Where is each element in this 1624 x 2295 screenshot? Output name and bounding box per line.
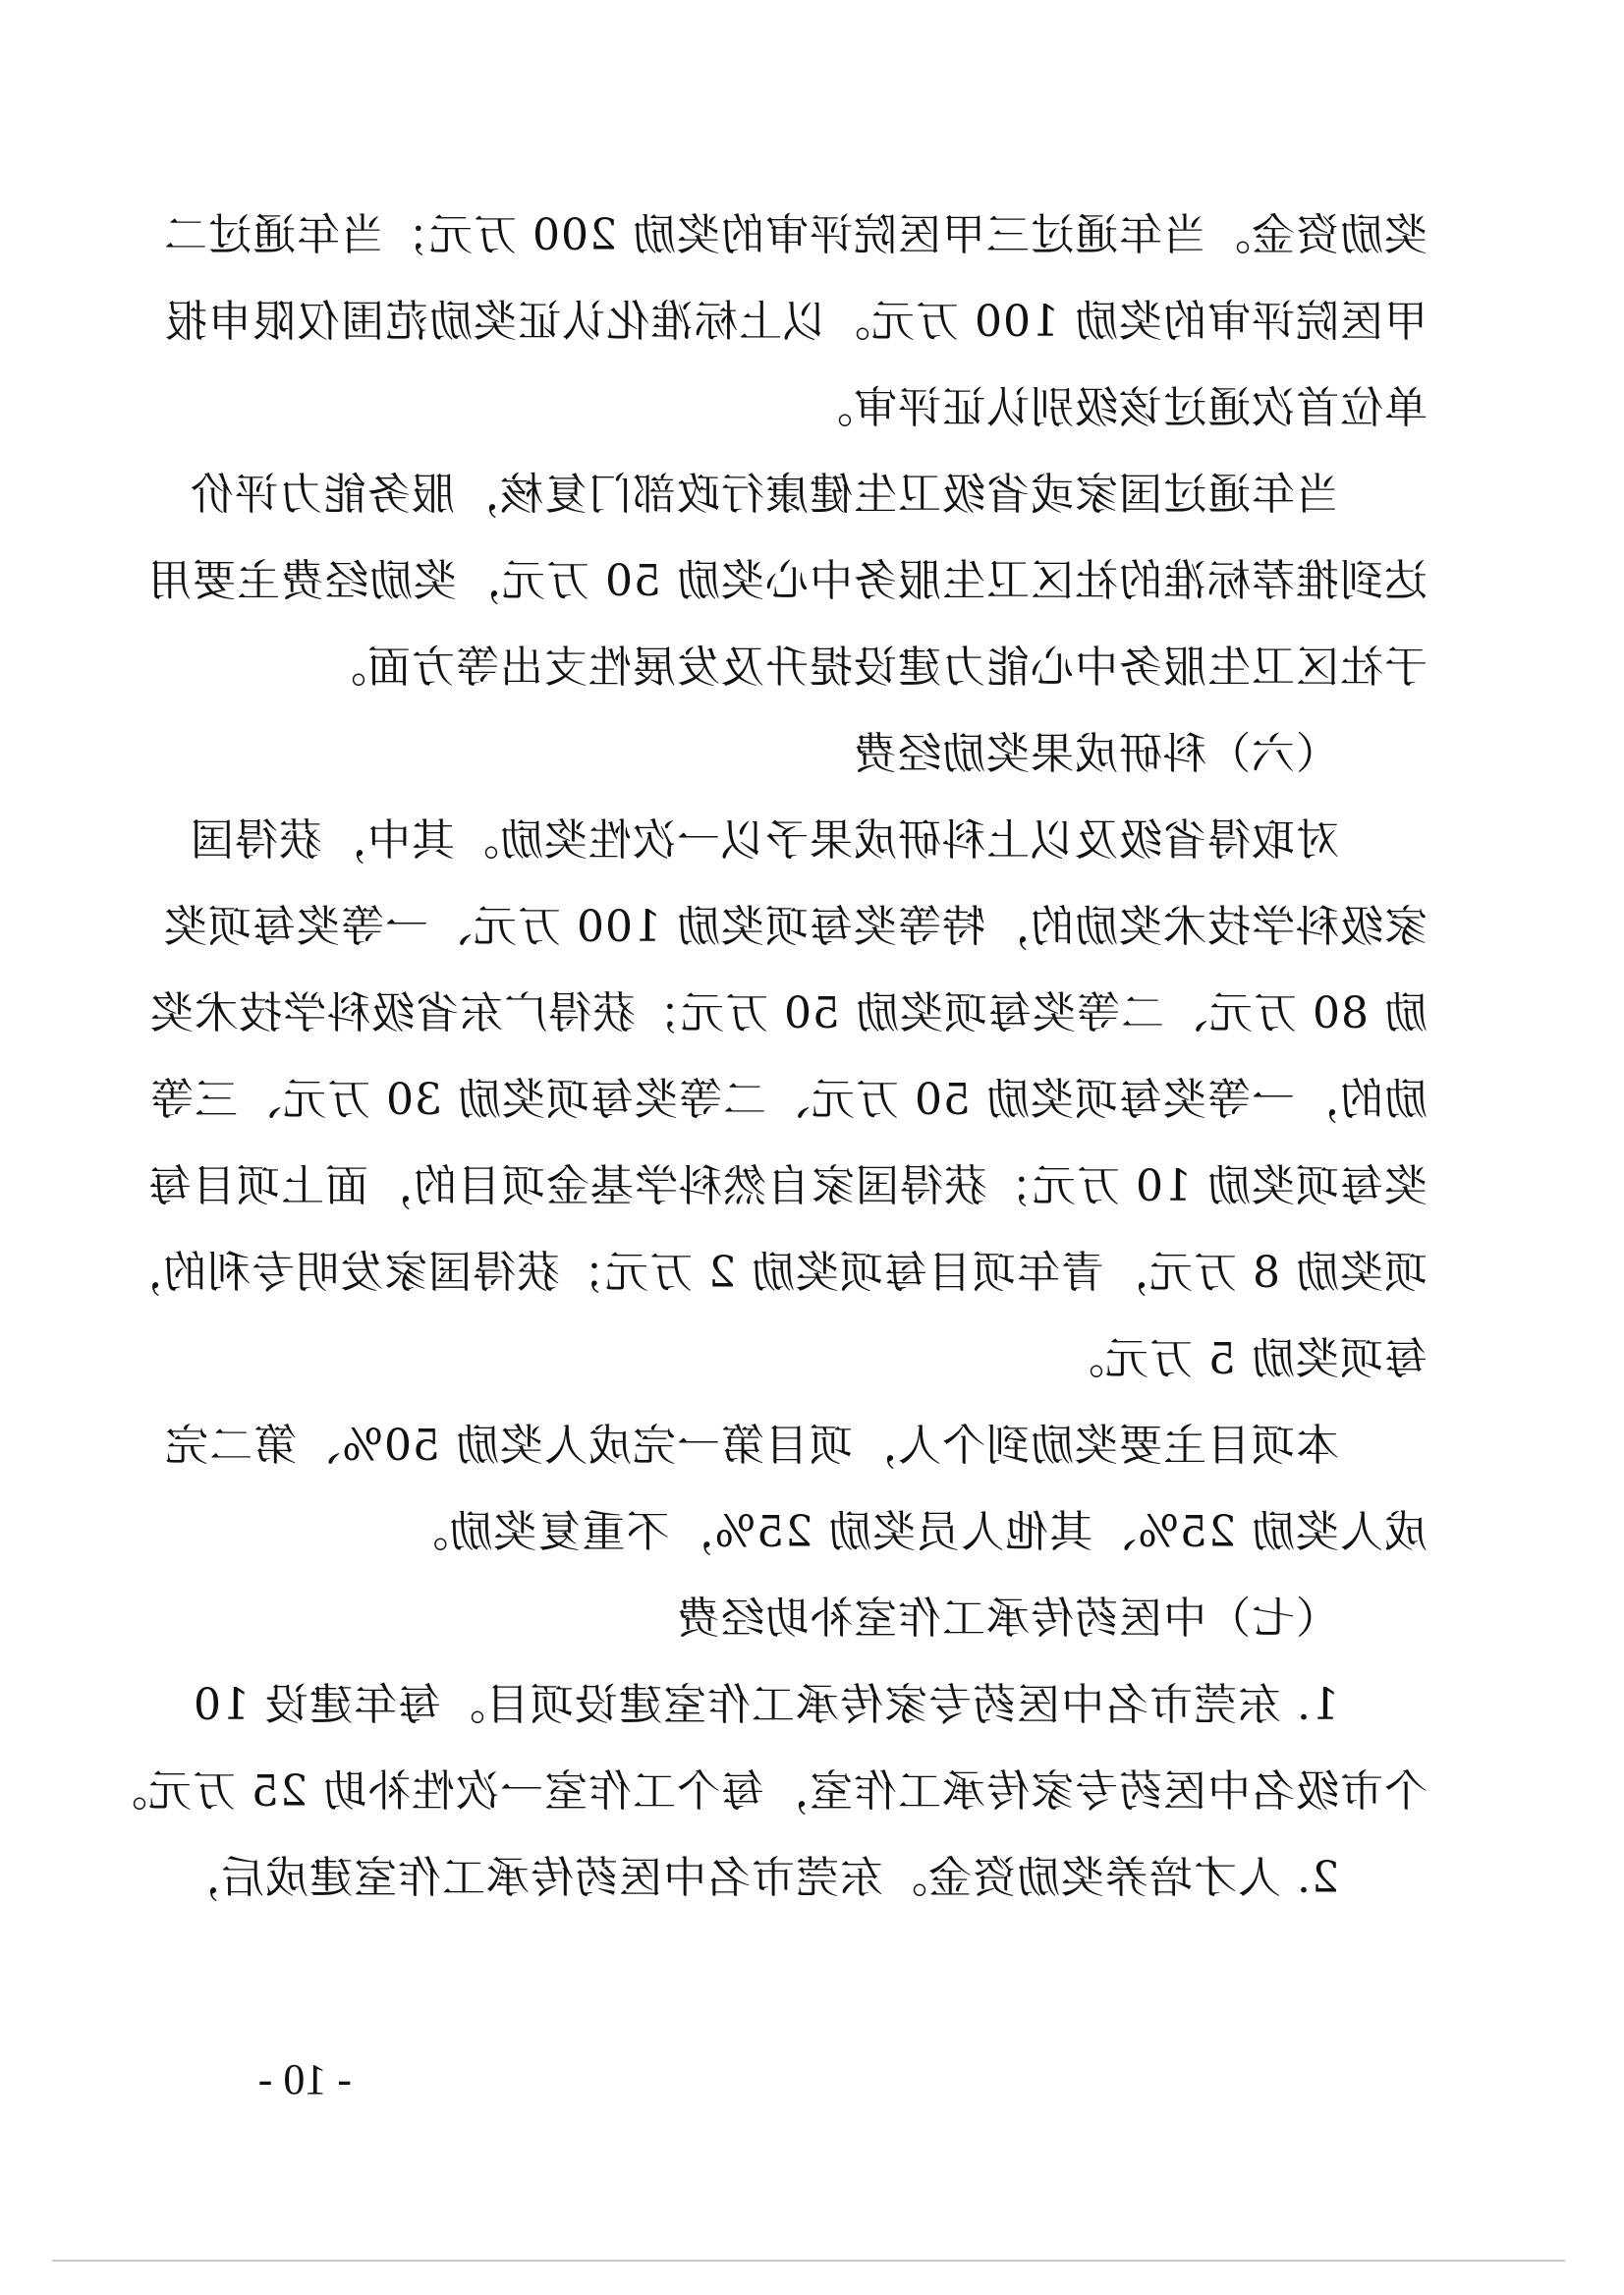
section-heading: （七）中医药传承工作室补助经费 <box>676 1594 1339 1644</box>
body-text-line: 每项奖励 5 万元。 <box>1060 1334 1428 1384</box>
paragraph-first-line: 对取得省级及以上科研成果予以一次性奖励。其中，获得国 <box>190 815 1339 866</box>
body-text-line: 个市级名中医药专家传承工作室，每个工作室一次性补助 25 万元。 <box>103 1766 1428 1817</box>
body-text-line: 励的，一等奖每项奖励 50 万元、二等奖每项奖励 30 万元、三等 <box>149 1075 1428 1125</box>
body-text-line: 于社区卫生服务中心能力建设提升及发展性支出等方面。 <box>322 643 1428 693</box>
paragraph-first-line: 当年通过国家或省级卫生健康行政部门复核，服务能力评价 <box>190 470 1339 520</box>
body-text-line: 励 80 万元、二等奖每项奖励 50 万元；获得广东省级科学技术奖 <box>149 988 1428 1038</box>
paragraph-first-line: 本项目主要奖励到个人，项目第一完成人奖励 50%、第二完 <box>164 1421 1339 1471</box>
body-text-line: 奖每项奖励 10 万元；获得国家自然科学基金项目的，面上项目每 <box>147 1161 1428 1211</box>
body-text-line: 项奖励 8 万元，青年项目每项奖励 2 万元；获得国家发明专利的， <box>118 1248 1428 1298</box>
body-text-line: 奖励资金。当年通过三甲医院评审的奖励 200 万元；当年通过二 <box>163 210 1428 260</box>
paragraph-first-line: 1. 东莞市名中医药专家传承工作室建设项目。每年建设 10 <box>193 1680 1339 1730</box>
paragraph-first-line: 2. 人才培养奖励资金。东莞市名中医药传承工作室建成后， <box>176 1853 1339 1903</box>
scan-edge-line <box>52 2260 1565 2262</box>
section-heading: （六）科研成果奖励经费 <box>853 729 1339 779</box>
page-number: - 10 - <box>257 2055 352 2103</box>
body-text-line: 家级科学技术奖励的，特等奖每项奖励 100 万元、一等奖每项奖 <box>163 902 1428 952</box>
body-text-line: 甲医院评审的奖励 100 万元。以上标准化认证奖励范围仅限申报 <box>163 297 1428 347</box>
body-text-line: 达到推荐标准的社区卫生服务中心奖励 50 万元，奖励经费主要用 <box>147 556 1428 606</box>
body-text-line: 成人奖励 25%、其他人员奖励 25%，不重复奖励。 <box>404 1507 1428 1557</box>
body-text-line: 单位首次通过该级别认证评审。 <box>809 383 1428 433</box>
